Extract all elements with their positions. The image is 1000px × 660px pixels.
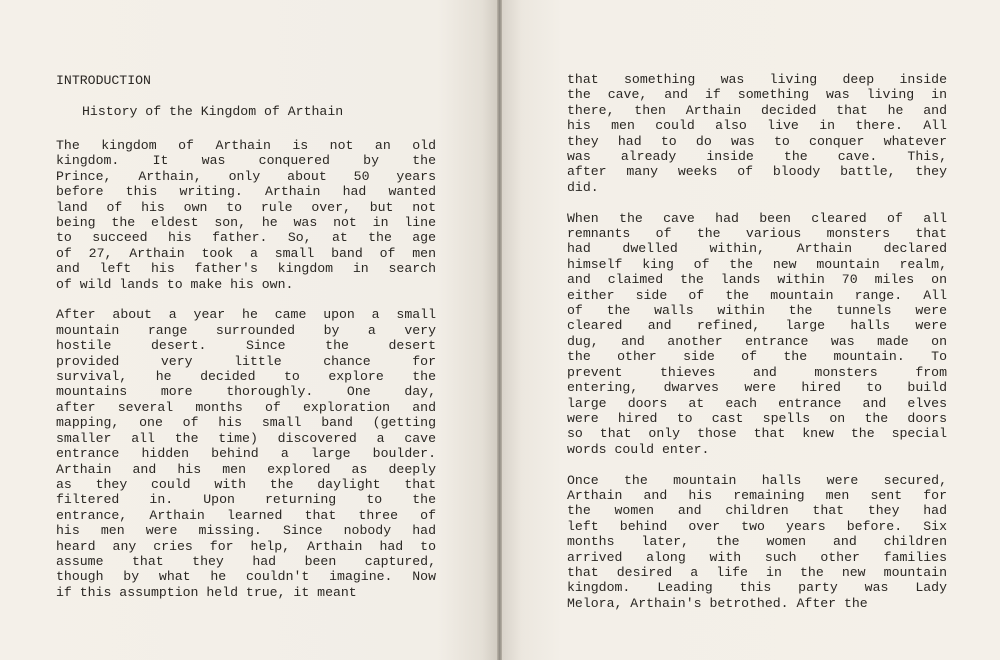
text-line: mountains more thoroughly. One day, xyxy=(56,384,436,400)
text-line: that desired a life in the new mountain xyxy=(567,564,947,580)
text-line: though by what he couldn't imagine. Now xyxy=(56,569,436,585)
text-line: they had to do was to conquer whatever xyxy=(567,133,947,149)
text-line: and left his father's kingdom in search xyxy=(56,261,436,277)
text-line: that something was living deep inside xyxy=(567,72,947,87)
text-line: the other side of the mountain. To xyxy=(567,349,947,365)
text-line: Arthain and his men explored as deeply xyxy=(56,461,436,477)
text-line: provided very little chance for xyxy=(56,353,436,369)
text-line: mountain range surrounded by a very xyxy=(56,322,436,338)
paragraph-gap xyxy=(567,195,947,210)
text-line: months later, the women and children xyxy=(567,534,947,550)
text-line: remnants of the various monsters that xyxy=(567,226,947,242)
text-line: had dwelled within, Arthain declared xyxy=(567,241,947,257)
text-line: prevent thieves and monsters from xyxy=(567,364,947,380)
text-line: were hired to cast spells on the doors xyxy=(567,410,947,426)
text-line: smaller all the time) discovered a cave xyxy=(56,430,436,446)
text-line: entrance hidden behind a large boulder. xyxy=(56,446,436,462)
text-line: large doors at each entrance and elves xyxy=(567,395,947,411)
text-line: of wild lands to make his own. xyxy=(56,276,294,292)
text-line: the women and children that they had xyxy=(567,503,947,519)
text-line: his men could also live in there. All xyxy=(567,118,947,134)
section-heading: INTRODUCTION xyxy=(56,73,151,88)
text-line: his men were missing. Since nobody had xyxy=(56,523,436,539)
text-line: The kingdom of Arthain is not an old xyxy=(56,138,436,153)
paragraph-gap xyxy=(567,457,947,472)
left-text-column xyxy=(56,138,436,600)
text-line: entrance, Arthain learned that three of xyxy=(56,507,436,523)
text-line: Melora, Arthain's betrothed. After the xyxy=(567,595,868,611)
text-line: When the cave had been cleared of all xyxy=(567,210,947,226)
text-line: was already inside the cave. This, xyxy=(567,149,947,165)
text-line: left behind over two years before. Six xyxy=(567,518,947,534)
text-line: filtered in. Upon returning to the xyxy=(56,492,436,508)
text-line: the cave, and if something was living in xyxy=(567,87,947,103)
text-line: mapping, one of his small band (getting xyxy=(56,415,436,431)
text-line: after many weeks of bloody battle, they xyxy=(567,164,947,180)
text-line: cleared and refined, large halls were xyxy=(567,318,947,334)
text-line: words could enter. xyxy=(567,441,710,457)
paragraph xyxy=(56,138,436,292)
text-line: kingdom. Leading this party was Lady xyxy=(567,580,947,596)
text-line: so that only those that knew the special xyxy=(567,426,947,442)
text-line: land of his own to rule over, but not xyxy=(56,199,436,215)
document-title: History of the Kingdom of Arthain xyxy=(82,104,344,119)
text-line: did. xyxy=(567,179,599,195)
text-line: survival, he decided to explore the xyxy=(56,369,436,385)
paragraph xyxy=(567,211,947,458)
text-line: heard any cries for help, Arthain had to xyxy=(56,538,436,554)
paragraph xyxy=(567,72,947,195)
text-line: after several months of exploration and xyxy=(56,399,436,415)
text-line: himself king of the new mountain realm, xyxy=(567,256,947,272)
text-line: Arthain and his remaining men sent for xyxy=(567,487,947,503)
paragraph xyxy=(56,307,436,600)
text-line: Once the mountain halls were secured, xyxy=(567,472,947,488)
text-line: as they could with the daylight that xyxy=(56,476,436,492)
text-line: entering, dwarves were hired to build xyxy=(567,380,947,396)
paragraph xyxy=(567,473,947,612)
text-line: and claimed the lands within 70 miles on xyxy=(567,272,947,288)
paragraph-gap xyxy=(56,292,436,307)
text-line: being the eldest son, he was not in line xyxy=(56,215,436,231)
text-line: of 27, Arthain took a small band of men xyxy=(56,245,436,261)
text-line: After about a year he came upon a small xyxy=(56,307,436,323)
right-text-column xyxy=(567,72,947,611)
text-line: hostile desert. Since the desert xyxy=(56,338,436,354)
text-line: kingdom. It was conquered by the xyxy=(56,153,436,169)
text-line: to succeed his father. So, at the age xyxy=(56,230,436,246)
text-line: arrived along with such other families xyxy=(567,549,947,565)
text-line: assume that they had been captured, xyxy=(56,553,436,569)
text-line: if this assumption held true, it meant xyxy=(56,584,357,600)
text-line: dug, and another entrance was made on xyxy=(567,333,947,349)
text-line: either side of the mountain range. All xyxy=(567,287,947,303)
text-line: there, then Arthain decided that he and xyxy=(567,102,947,118)
text-line: Prince, Arthain, only about 50 years xyxy=(56,168,436,184)
text-line: of the walls within the tunnels were xyxy=(567,303,947,319)
text-line: before this writing. Arthain had wanted xyxy=(56,184,436,200)
